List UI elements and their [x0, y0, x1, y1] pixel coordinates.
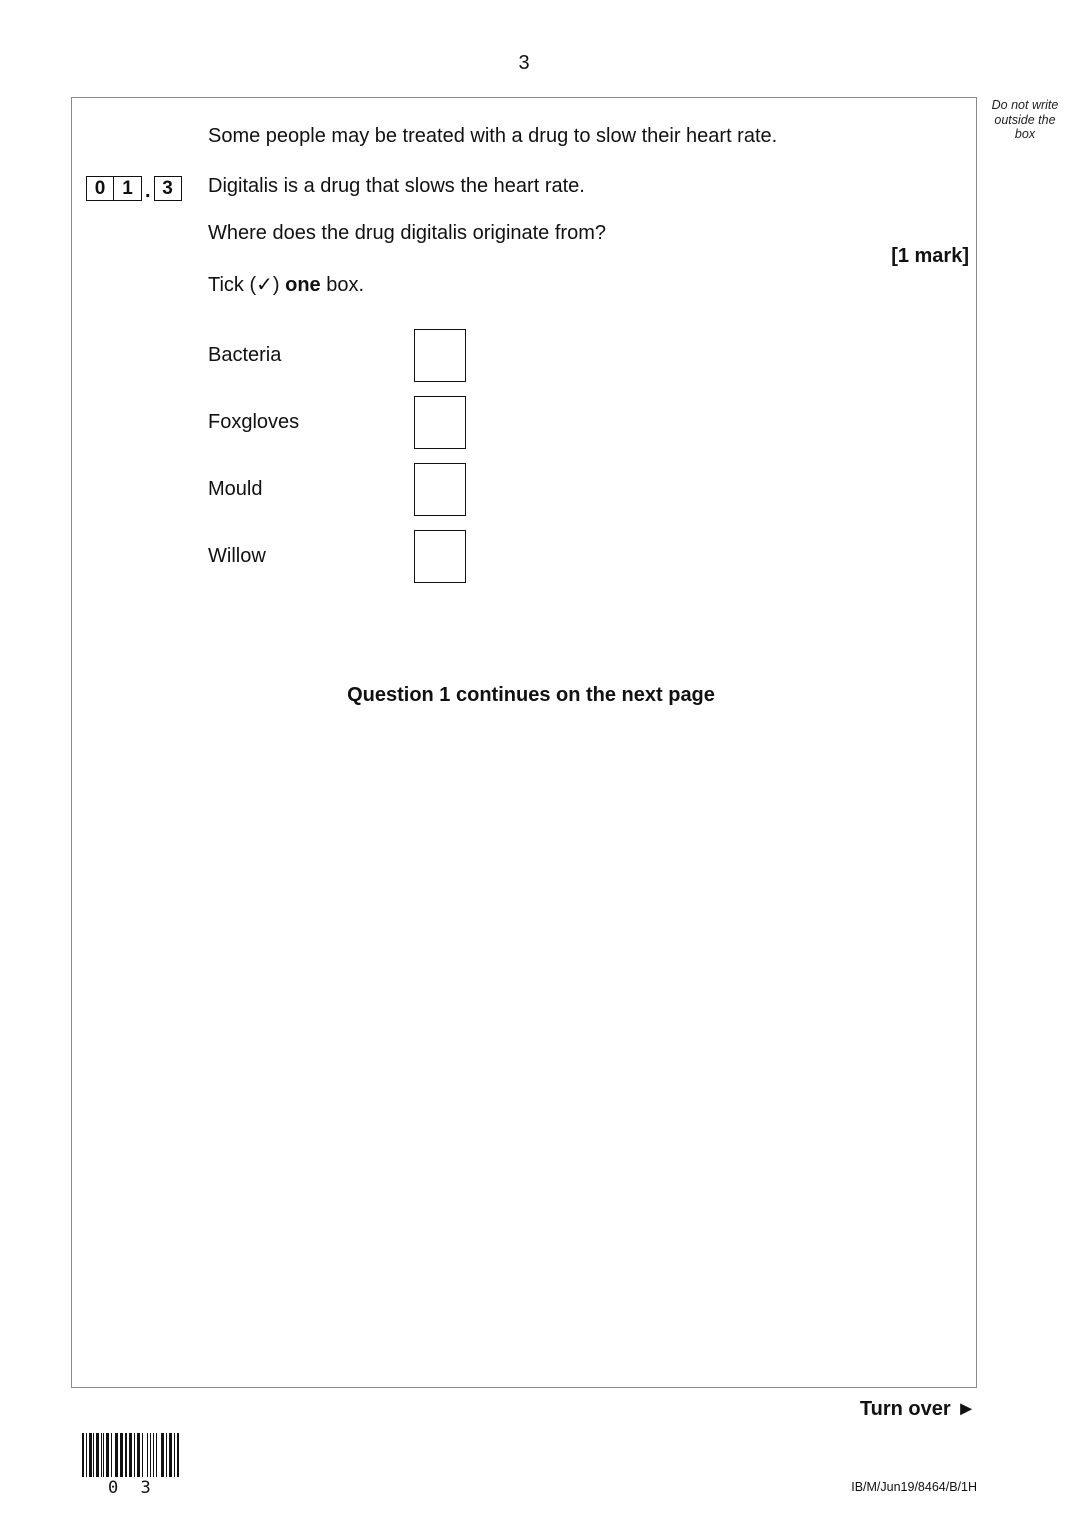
answer-frame — [71, 97, 977, 1388]
intro-text: Some people may be treated with a drug to slow their heart rate. — [208, 125, 778, 147]
instruction-suffix: box. — [320, 274, 365, 296]
question-digit-box: 1 — [114, 176, 142, 201]
tick-box-mould[interactable] — [414, 463, 466, 516]
option-label-bacteria: Bacteria — [208, 344, 282, 366]
margin-note: Do not write outside the box — [991, 98, 1059, 141]
question-prompt: Where does the drug digitalis originate from? — [208, 222, 606, 244]
option-label-willow: Willow — [208, 545, 266, 567]
question-part-box: 3 — [154, 176, 182, 201]
turn-over-label: Turn over ► — [859, 1398, 976, 1420]
question-digit-box: 0 — [86, 176, 114, 201]
barcode-number: 0 3 — [108, 1478, 157, 1498]
instruction-prefix: Tick (✓) — [208, 274, 286, 296]
barcode-icon — [82, 1433, 180, 1477]
instruction-emphasis: one — [285, 274, 321, 296]
option-label-foxgloves: Foxgloves — [208, 411, 300, 433]
question-statement: Digitalis is a drug that slows the heart rate. — [208, 175, 585, 197]
option-label-mould: Mould — [208, 478, 263, 500]
tick-box-bacteria[interactable] — [414, 329, 466, 382]
mark-allocation: [1 mark] — [891, 245, 969, 267]
tick-box-foxgloves[interactable] — [414, 396, 466, 449]
continues-note: Question 1 continues on the next page — [347, 684, 715, 706]
paper-reference: IB/M/Jun19/8464/B/1H — [851, 1480, 977, 1494]
question-number-separator: . — [145, 180, 151, 202]
tick-instruction — [208, 272, 364, 297]
page-number: 3 — [518, 52, 530, 74]
question-number — [86, 176, 182, 201]
tick-box-willow[interactable] — [414, 530, 466, 583]
